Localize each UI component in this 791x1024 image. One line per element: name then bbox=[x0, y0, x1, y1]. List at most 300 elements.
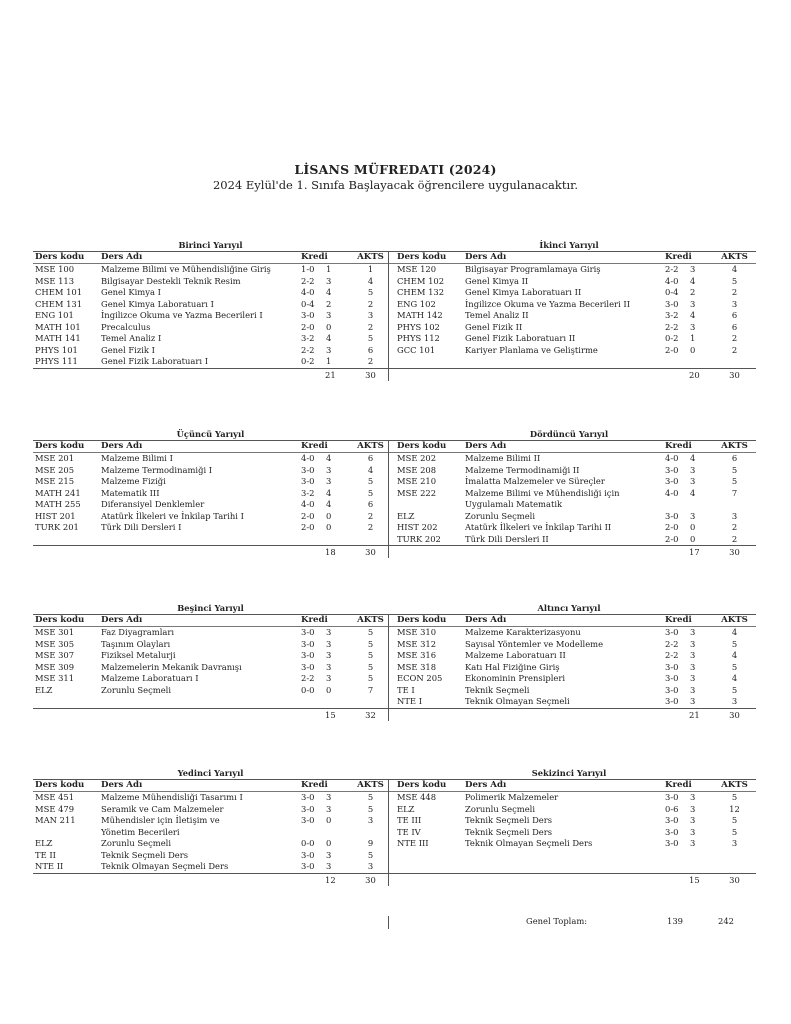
semester-2 bbox=[391, 239, 747, 381]
total-spacer bbox=[33, 368, 301, 381]
course-credit: 0 bbox=[690, 344, 696, 355]
semester-4 bbox=[391, 428, 747, 558]
course-code: MSE 301 bbox=[35, 627, 75, 637]
total-row bbox=[33, 708, 392, 721]
course-name bbox=[101, 310, 301, 322]
course-name-line: Seramik ve Cam Malzemeler bbox=[101, 803, 224, 814]
semester-title: Beşinci Yarıyıl bbox=[177, 603, 244, 613]
course-row bbox=[33, 465, 392, 477]
course-name bbox=[465, 838, 665, 850]
semester-title: Üçüncü Yarıyıl bbox=[176, 429, 245, 439]
course-row bbox=[33, 522, 392, 534]
course-name bbox=[101, 815, 301, 838]
course-akts: 4 bbox=[367, 464, 374, 475]
course-name bbox=[101, 804, 301, 816]
column-header-akts: AKTS bbox=[357, 780, 384, 790]
course-akts: 2 bbox=[731, 533, 738, 544]
column-header-akts: AKTS bbox=[357, 252, 384, 262]
table-header-row bbox=[391, 780, 756, 792]
column-header-code: Ders kodu bbox=[35, 441, 85, 451]
course-name-line: İmalatta Malzemeler ve Süreçler bbox=[465, 476, 605, 486]
course-row bbox=[33, 627, 392, 639]
course-credit: 3 bbox=[326, 476, 332, 486]
course-name bbox=[101, 627, 301, 639]
course-name-line: İngilizce Okuma ve Yazma Becerileri II bbox=[465, 298, 631, 309]
course-credit: 1 bbox=[690, 333, 696, 343]
course-name bbox=[465, 627, 665, 639]
course-code: HIST 202 bbox=[397, 522, 438, 532]
course-table bbox=[391, 614, 756, 721]
course-name bbox=[101, 522, 301, 534]
course-code: ELZ bbox=[397, 803, 415, 814]
course-row bbox=[33, 815, 392, 838]
course-name bbox=[465, 662, 665, 674]
course-credit: 3 bbox=[690, 464, 696, 475]
spacer-cell bbox=[33, 696, 392, 708]
spacer-row bbox=[391, 356, 756, 368]
course-name bbox=[101, 356, 301, 368]
course-name bbox=[465, 264, 665, 276]
course-hours: 2-2 bbox=[301, 673, 315, 683]
grand-total-credit: 139 bbox=[667, 916, 683, 926]
course-hours: 3-0 bbox=[665, 476, 679, 486]
semester-title: Yedinci Yarıyıl bbox=[177, 768, 244, 778]
course-row bbox=[33, 488, 392, 500]
total-akts: 32 bbox=[365, 709, 376, 720]
course-code: MSE 318 bbox=[397, 661, 437, 672]
column-header-name: Ders Adı bbox=[101, 780, 143, 790]
course-name bbox=[465, 534, 665, 546]
course-row bbox=[391, 453, 756, 465]
total-akts: 30 bbox=[729, 709, 740, 720]
course-hours: 3-0 bbox=[301, 803, 315, 814]
course-hours: 3-0 bbox=[301, 476, 315, 486]
table-header-row bbox=[391, 615, 756, 627]
course-akts: 5 bbox=[367, 661, 374, 672]
course-akts: 5 bbox=[367, 333, 374, 343]
table-header-row bbox=[33, 615, 392, 627]
course-table bbox=[391, 440, 756, 558]
course-credit: 3 bbox=[690, 661, 696, 672]
course-name bbox=[465, 476, 665, 488]
course-akts: 5 bbox=[731, 684, 738, 695]
course-name-line: Teknik Seçmeli Ders bbox=[465, 826, 553, 837]
course-hours: 4-0 bbox=[301, 453, 315, 463]
semester-row bbox=[33, 602, 751, 720]
table-header-row bbox=[33, 252, 392, 264]
column-header-credit: Kredi bbox=[665, 615, 692, 625]
course-hours: 3-0 bbox=[665, 815, 679, 825]
course-row bbox=[391, 792, 756, 804]
course-name-line: Genel Kimya Laboratuarı I bbox=[101, 298, 214, 309]
course-credit: 3 bbox=[690, 264, 696, 274]
course-hours: 2-2 bbox=[665, 264, 679, 274]
total-akts: 30 bbox=[365, 874, 376, 885]
column-header-code: Ders kodu bbox=[397, 615, 447, 625]
course-akts: 5 bbox=[367, 638, 374, 649]
course-row bbox=[33, 673, 392, 685]
course-credit: 3 bbox=[690, 476, 696, 486]
course-hours: 3-0 bbox=[301, 861, 315, 871]
column-divider bbox=[388, 440, 389, 558]
course-row bbox=[33, 333, 392, 345]
course-name-line: Genel Kimya I bbox=[101, 287, 161, 297]
course-credit: 3 bbox=[690, 627, 696, 637]
course-code: CHEM 131 bbox=[35, 298, 83, 309]
course-credit: 1 bbox=[326, 264, 332, 274]
table-header-row bbox=[33, 780, 392, 792]
course-hours: 2-2 bbox=[665, 650, 679, 660]
course-row bbox=[391, 522, 756, 534]
course-name-line: Faz Diyagramları bbox=[101, 627, 175, 637]
course-credit: 4 bbox=[690, 487, 696, 498]
course-name-line: Matematik III bbox=[101, 487, 160, 498]
course-name-line: Precalculus bbox=[101, 321, 151, 332]
course-akts: 4 bbox=[731, 650, 738, 660]
course-row bbox=[391, 804, 756, 816]
course-code: MATH 241 bbox=[35, 487, 81, 498]
course-credit: 4 bbox=[690, 275, 696, 286]
course-hours: 3-0 bbox=[665, 298, 679, 309]
course-name-line: Malzeme Laboratuarı II bbox=[465, 650, 566, 660]
semester-title: Dördüncü Yarıyıl bbox=[529, 429, 609, 439]
course-hours: 4-0 bbox=[301, 287, 315, 297]
course-akts: 6 bbox=[731, 453, 738, 463]
course-hours: 3-0 bbox=[665, 826, 679, 837]
course-code: PHYS 111 bbox=[35, 356, 78, 366]
course-hours: 2-0 bbox=[301, 522, 315, 532]
course-name-line: Teknik Seçmeli bbox=[465, 684, 530, 695]
grand-total-label: Genel Toplam: bbox=[526, 916, 588, 926]
column-header-akts: AKTS bbox=[721, 252, 748, 262]
column-header-credit: Kredi bbox=[301, 780, 328, 790]
course-row bbox=[33, 299, 392, 311]
course-akts: 3 bbox=[731, 696, 738, 706]
course-name bbox=[101, 287, 301, 299]
course-credit: 0 bbox=[690, 522, 696, 532]
course-name bbox=[101, 792, 301, 804]
course-name-line: Zorunlu Seçmeli bbox=[465, 510, 536, 521]
course-akts: 5 bbox=[731, 638, 738, 649]
course-name-line: Genel Kimya II bbox=[465, 275, 529, 286]
course-credit: 3 bbox=[326, 638, 332, 649]
course-hours: 0-4 bbox=[301, 298, 315, 309]
course-name-line: Uygulamalı Matematik bbox=[465, 499, 563, 509]
course-name-line: Mühendisler için İletişim ve bbox=[101, 815, 220, 825]
course-hours: 3-0 bbox=[665, 838, 679, 848]
course-name bbox=[465, 804, 665, 816]
course-row bbox=[33, 792, 392, 804]
course-hours: 2-0 bbox=[301, 321, 315, 332]
course-name bbox=[465, 276, 665, 288]
course-akts: 2 bbox=[367, 522, 374, 532]
course-hours: 0-2 bbox=[301, 356, 315, 366]
course-name bbox=[465, 827, 665, 839]
course-code: PHYS 102 bbox=[397, 321, 440, 332]
semester-title: İkinci Yarıyıl bbox=[539, 240, 599, 250]
total-akts: 30 bbox=[729, 874, 740, 885]
course-hours: 3-2 bbox=[301, 333, 315, 343]
course-akts: 3 bbox=[367, 815, 374, 825]
course-name-line: Malzemelerin Mekanik Davranışı bbox=[101, 661, 242, 672]
spacer-row bbox=[33, 696, 392, 708]
course-row bbox=[391, 511, 756, 523]
course-akts: 6 bbox=[367, 453, 374, 463]
course-hours: 0-0 bbox=[301, 684, 315, 695]
course-name bbox=[101, 511, 301, 523]
course-code: MSE 310 bbox=[397, 627, 437, 637]
course-code: GCC 101 bbox=[397, 344, 436, 355]
course-credit: 3 bbox=[690, 510, 696, 521]
course-name bbox=[101, 322, 301, 334]
course-credit: 3 bbox=[326, 861, 332, 871]
total-spacer bbox=[391, 708, 665, 721]
course-name-line: Katı Hal Fiziğine Giriş bbox=[465, 661, 560, 672]
course-row bbox=[391, 488, 756, 511]
course-akts: 7 bbox=[731, 487, 738, 498]
course-table bbox=[391, 779, 756, 886]
course-row bbox=[391, 310, 756, 322]
column-header-name: Ders Adı bbox=[465, 780, 507, 790]
course-credit: 4 bbox=[326, 287, 332, 297]
course-credit: 3 bbox=[326, 344, 332, 355]
course-name bbox=[101, 476, 301, 488]
course-akts: 12 bbox=[729, 803, 740, 814]
course-name-line: Teknik Olmayan Seçmeli bbox=[465, 696, 570, 706]
course-name-line: Atatürk İlkeleri ve İnkilap Tarihi II bbox=[465, 522, 612, 532]
spacer-row bbox=[33, 534, 392, 546]
course-credit: 3 bbox=[326, 673, 332, 683]
course-credit: 3 bbox=[326, 464, 332, 475]
course-hours: 2-0 bbox=[665, 522, 679, 532]
course-code: CHEM 132 bbox=[397, 287, 445, 297]
page-title: LİSANS MÜFREDATI (2024) bbox=[294, 162, 497, 177]
course-credit: 2 bbox=[326, 298, 332, 309]
course-akts: 3 bbox=[367, 861, 374, 871]
column-header-akts: AKTS bbox=[721, 780, 748, 790]
course-code: NTE II bbox=[35, 861, 64, 871]
column-divider bbox=[388, 614, 389, 721]
course-code: ENG 102 bbox=[397, 298, 436, 309]
course-code: ELZ bbox=[397, 510, 415, 521]
course-credit: 4 bbox=[690, 310, 696, 320]
course-name-line: Malzeme Bilimi I bbox=[101, 453, 173, 463]
total-akts: 30 bbox=[729, 547, 740, 557]
column-header-code: Ders kodu bbox=[35, 615, 85, 625]
course-akts: 5 bbox=[367, 673, 374, 683]
course-credit: 3 bbox=[690, 696, 696, 706]
total-row bbox=[391, 873, 756, 886]
course-name bbox=[465, 696, 665, 708]
column-header-name: Ders Adı bbox=[465, 615, 507, 625]
course-code: MSE 448 bbox=[397, 792, 437, 802]
course-name-line: Malzeme Termodinamiği II bbox=[465, 464, 580, 475]
course-hours: 2-0 bbox=[665, 344, 679, 355]
column-header-code: Ders kodu bbox=[397, 252, 447, 262]
course-table bbox=[33, 251, 392, 381]
course-name bbox=[465, 685, 665, 697]
course-row bbox=[391, 465, 756, 477]
course-akts: 4 bbox=[731, 673, 738, 683]
course-code: NTE I bbox=[397, 696, 422, 706]
course-credit: 3 bbox=[326, 310, 332, 320]
course-akts: 2 bbox=[367, 298, 374, 309]
course-row bbox=[33, 838, 392, 850]
course-row bbox=[33, 476, 392, 488]
course-hours: 2-2 bbox=[301, 275, 315, 286]
page-subtitle: 2024 Eylül'de 1. Sınıfa Başlayacak öğrencilere uygulanacaktır. bbox=[212, 178, 579, 192]
course-code: ELZ bbox=[35, 684, 53, 695]
course-credit: 3 bbox=[690, 638, 696, 649]
course-akts: 7 bbox=[367, 684, 374, 695]
total-row bbox=[33, 873, 392, 886]
course-table bbox=[33, 779, 392, 886]
course-credit: 3 bbox=[326, 650, 332, 660]
course-akts: 6 bbox=[367, 499, 374, 509]
total-credit: 15 bbox=[325, 709, 336, 720]
total-spacer bbox=[391, 368, 665, 381]
total-credit: 15 bbox=[689, 874, 700, 885]
course-name-line: Polimerik Malzemeler bbox=[465, 792, 559, 802]
course-code: MSE 316 bbox=[397, 650, 437, 660]
course-row bbox=[33, 685, 392, 697]
course-hours: 3-0 bbox=[301, 815, 315, 825]
course-name-line: Teknik Seçmeli Ders bbox=[101, 849, 189, 860]
course-name bbox=[465, 792, 665, 804]
course-table bbox=[391, 251, 756, 381]
course-credit: 3 bbox=[326, 849, 332, 860]
course-name-line: Bilgisayar Destekli Teknik Resim bbox=[101, 275, 241, 286]
semester-5 bbox=[33, 602, 388, 721]
course-hours: 3-0 bbox=[301, 792, 315, 802]
course-akts: 5 bbox=[367, 627, 374, 637]
course-credit: 3 bbox=[326, 275, 332, 286]
column-header-credit: Kredi bbox=[301, 615, 328, 625]
course-name bbox=[101, 264, 301, 276]
course-name-line: Türk Dili Dersleri II bbox=[465, 533, 549, 544]
course-code: MSE 202 bbox=[397, 453, 437, 463]
course-name bbox=[465, 299, 665, 311]
course-name bbox=[465, 511, 665, 523]
course-hours: 4-0 bbox=[301, 499, 315, 509]
course-row bbox=[391, 815, 756, 827]
total-spacer bbox=[33, 873, 301, 886]
column-header-code: Ders kodu bbox=[35, 780, 85, 790]
course-name bbox=[465, 650, 665, 662]
course-akts: 5 bbox=[367, 849, 374, 860]
course-row bbox=[33, 511, 392, 523]
total-spacer bbox=[33, 708, 301, 721]
course-row bbox=[33, 287, 392, 299]
course-credit: 1 bbox=[326, 356, 332, 366]
course-code: MSE 120 bbox=[397, 264, 437, 274]
course-table bbox=[33, 614, 392, 721]
spacer-cell bbox=[33, 534, 392, 546]
column-header-name: Ders Adı bbox=[101, 615, 143, 625]
course-row bbox=[33, 499, 392, 511]
grand-total-divider bbox=[388, 916, 389, 929]
course-name bbox=[101, 488, 301, 500]
column-header-name: Ders Adı bbox=[101, 441, 143, 451]
course-row bbox=[391, 287, 756, 299]
course-code: MSE 451 bbox=[35, 792, 75, 802]
course-akts: 6 bbox=[367, 344, 374, 355]
course-akts: 5 bbox=[367, 487, 374, 498]
course-hours: 3-0 bbox=[665, 684, 679, 695]
course-code: MSE 215 bbox=[35, 476, 75, 486]
course-name bbox=[101, 650, 301, 662]
course-akts: 4 bbox=[367, 275, 374, 286]
course-hours: 3-0 bbox=[301, 661, 315, 672]
total-credit: 20 bbox=[689, 369, 700, 380]
course-akts: 3 bbox=[731, 298, 738, 309]
course-name-line: Taşınım Olayları bbox=[101, 638, 171, 649]
course-code: MATH 141 bbox=[35, 333, 81, 343]
total-credit: 21 bbox=[325, 369, 336, 380]
course-hours: 3-0 bbox=[665, 627, 679, 637]
course-hours: 3-2 bbox=[301, 487, 315, 498]
course-akts: 9 bbox=[367, 838, 374, 848]
course-akts: 5 bbox=[367, 803, 374, 814]
course-name-line: Malzeme Termodinamiği I bbox=[101, 464, 213, 475]
course-row bbox=[391, 476, 756, 488]
course-name-line: Teknik Seçmeli Ders bbox=[465, 815, 553, 825]
course-code: MSE 311 bbox=[35, 673, 75, 683]
course-row bbox=[391, 827, 756, 839]
course-row bbox=[391, 696, 756, 708]
course-code: MSE 100 bbox=[35, 264, 75, 274]
course-name-line: Malzeme Mühendisliği Tasarımı I bbox=[101, 792, 243, 802]
course-row bbox=[33, 850, 392, 862]
course-akts: 5 bbox=[367, 650, 374, 660]
course-row bbox=[33, 322, 392, 334]
course-akts: 5 bbox=[731, 826, 738, 837]
column-header-credit: Kredi bbox=[301, 252, 328, 262]
course-code: TE IV bbox=[397, 826, 421, 837]
course-name bbox=[101, 850, 301, 862]
course-name bbox=[101, 639, 301, 651]
course-name-line: Teknik Olmayan Seçmeli Ders bbox=[465, 838, 593, 848]
course-row bbox=[391, 673, 756, 685]
column-header-name: Ders Adı bbox=[465, 252, 507, 262]
course-row bbox=[391, 276, 756, 288]
course-name-line: Malzeme Karakterizasyonu bbox=[465, 627, 581, 637]
course-name bbox=[465, 333, 665, 345]
column-header-name: Ders Adı bbox=[101, 252, 143, 262]
column-header-credit: Kredi bbox=[665, 441, 692, 451]
course-code: MSE 222 bbox=[397, 487, 437, 498]
course-code: MSE 201 bbox=[35, 453, 75, 463]
column-header-credit: Kredi bbox=[665, 780, 692, 790]
table-header-row bbox=[391, 441, 756, 453]
course-credit: 3 bbox=[690, 838, 696, 848]
course-akts: 4 bbox=[731, 264, 738, 274]
course-akts: 5 bbox=[367, 476, 374, 486]
course-name-line: İngilizce Okuma ve Yazma Becerileri I bbox=[101, 310, 263, 320]
course-hours: 2-0 bbox=[301, 510, 315, 521]
course-name-line: Genel Kimya Laboratuarı II bbox=[465, 287, 582, 297]
spacer-row bbox=[391, 850, 756, 874]
course-akts: 5 bbox=[731, 476, 738, 486]
total-spacer bbox=[391, 873, 665, 886]
course-hours: 3-0 bbox=[301, 650, 315, 660]
course-name bbox=[101, 465, 301, 477]
total-credit: 18 bbox=[325, 547, 336, 557]
course-row bbox=[33, 662, 392, 674]
course-code: TE III bbox=[397, 815, 422, 825]
total-row bbox=[391, 368, 756, 381]
total-credit: 21 bbox=[689, 709, 700, 720]
